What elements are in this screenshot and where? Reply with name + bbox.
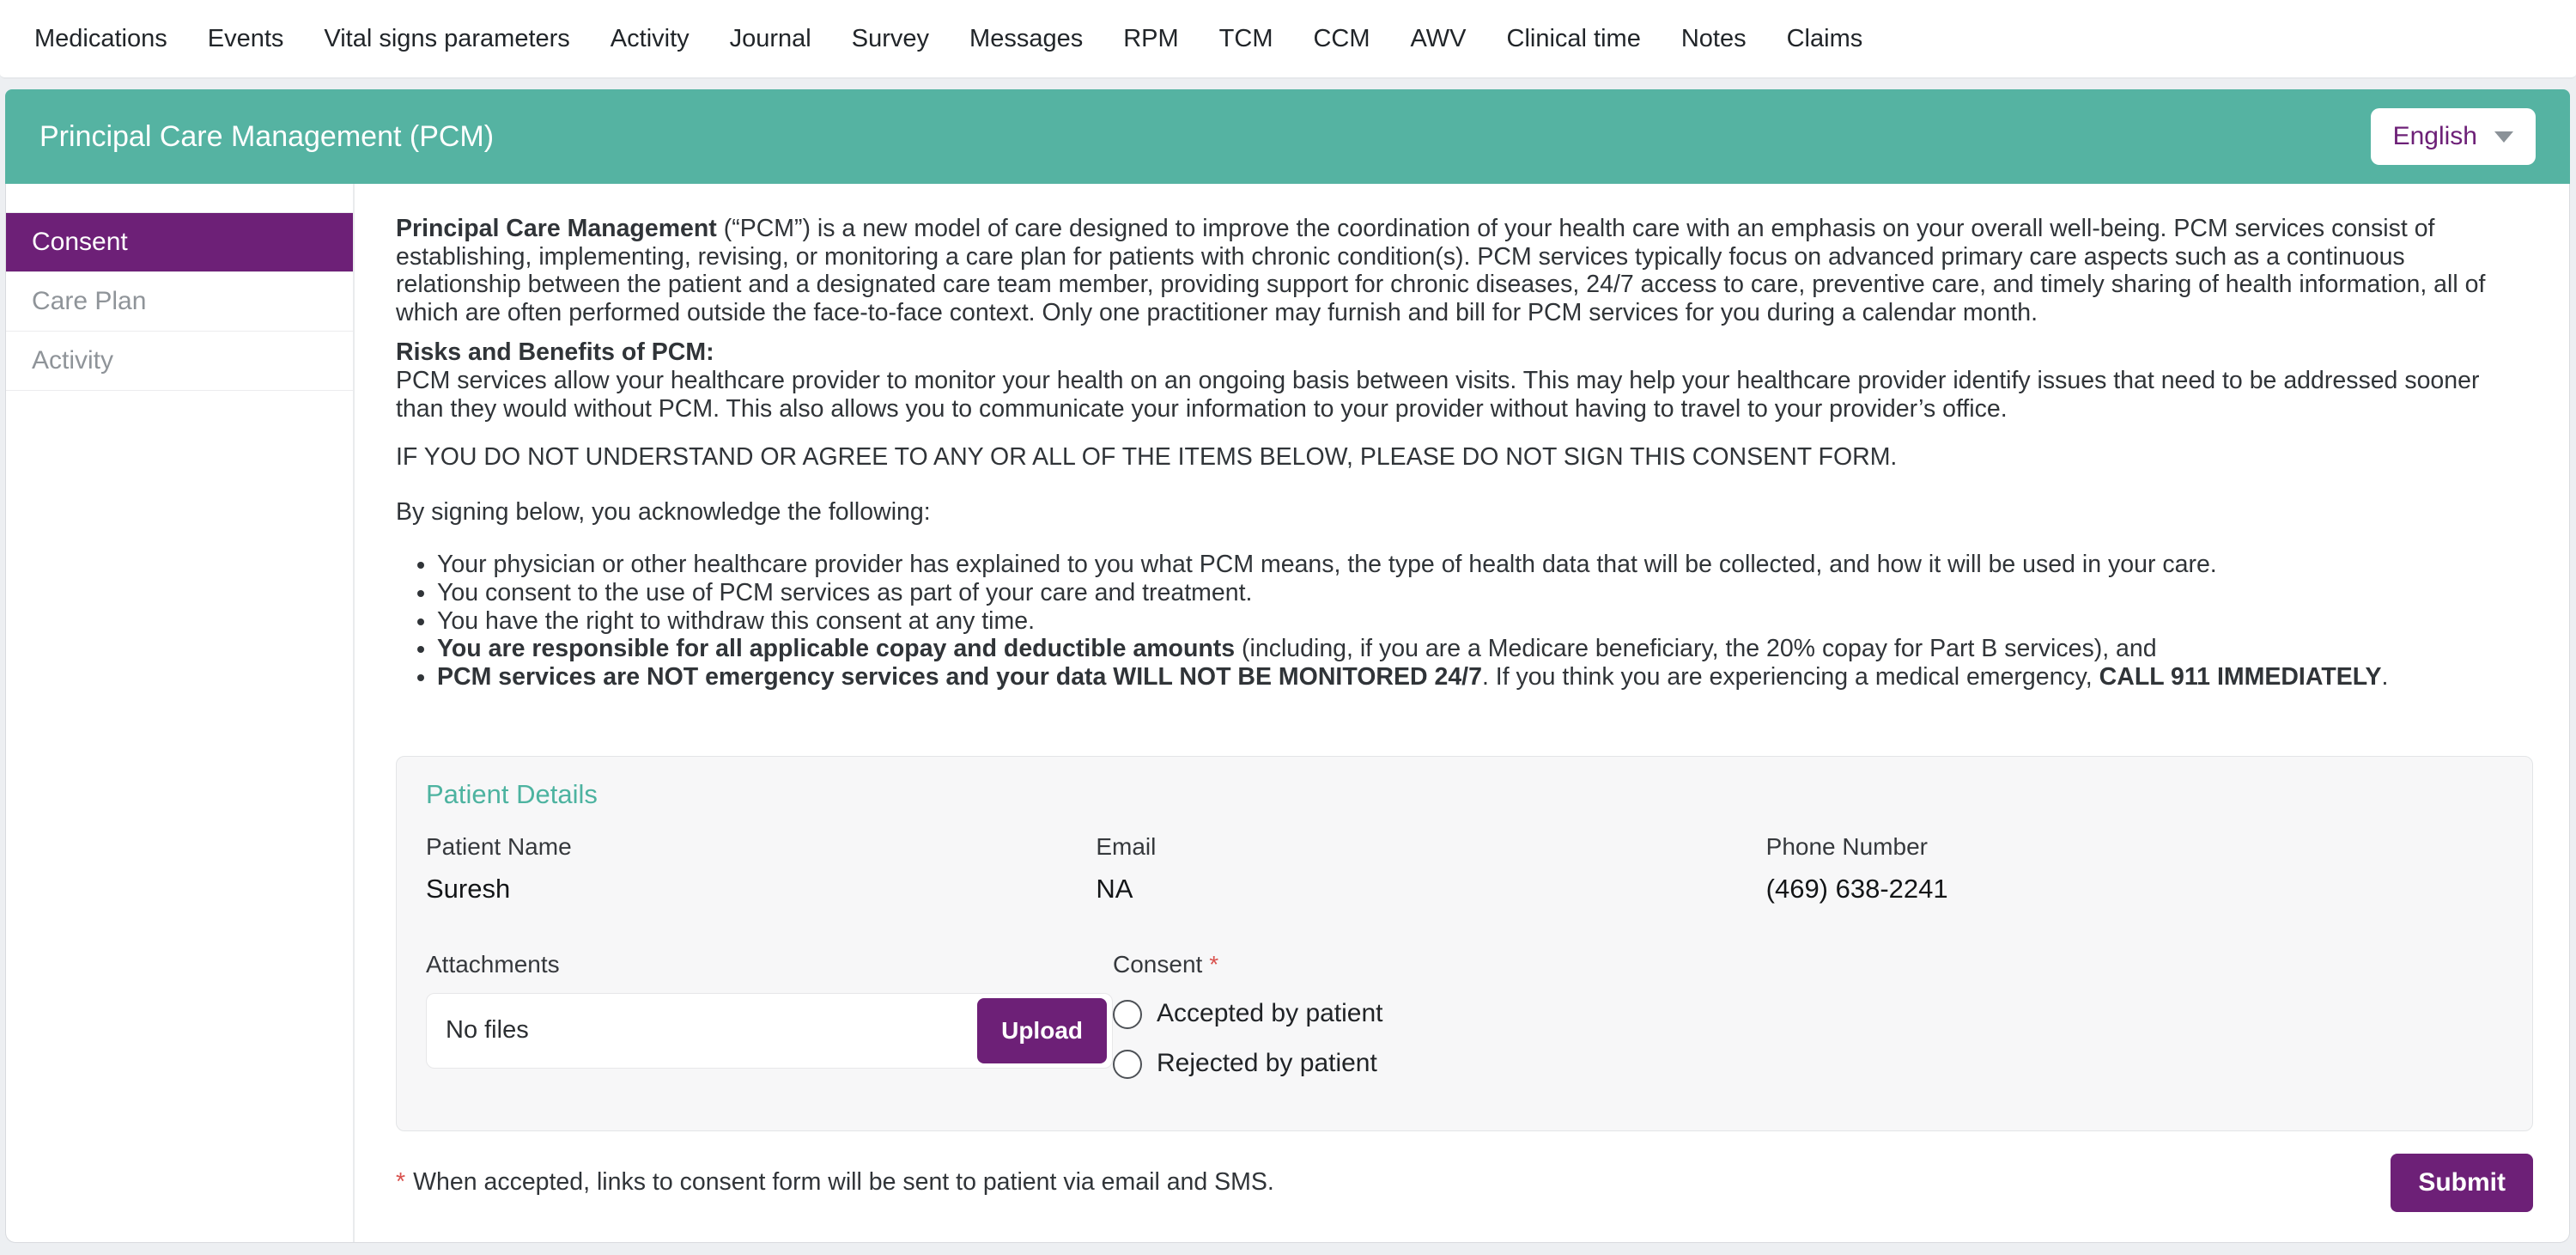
radio-rejected-by-patient[interactable] [1113, 1050, 1775, 1079]
email-field [1096, 833, 1765, 903]
nav-item-claims[interactable]: Claims [1786, 24, 1863, 52]
consent-content [355, 184, 2569, 1242]
nav-item-survey[interactable]: Survey [851, 24, 930, 52]
pcm-card [5, 89, 2570, 1243]
radio-button-icon[interactable] [1113, 1050, 1142, 1079]
sidebar-item-care-plan[interactable]: Care Plan [6, 272, 353, 332]
submit-button[interactable]: Submit [2391, 1154, 2533, 1212]
warning-line: IF YOU DO NOT UNDERSTAND OR AGREE TO ANY OR ALL OF THE ITEMS BELOW, PLEASE DO NOT SIGN THIS CONSENT FORM. [396, 443, 1898, 472]
nav-item-clinical-time[interactable]: Clinical time [1506, 24, 1641, 52]
bullet-bold: CALL 911 IMMEDIATELY [2099, 662, 2382, 691]
radio-accepted-by-patient[interactable] [1113, 1000, 1775, 1029]
pcm-sidebar [6, 184, 355, 1242]
bullet-text: Your physician or other healthcare provider has explained to you what PCM means, the type of health data that will be collected, and how it will be used in your care. [437, 551, 2217, 579]
list-item [437, 551, 2533, 579]
email-value: NA [1096, 873, 1133, 904]
bullet-bold: PCM services are NOT emergency services and your data WILL NOT BE MONITORED 24/7 [437, 662, 1482, 691]
consent-field [1113, 951, 1775, 1079]
nav-item-rpm[interactable]: RPM [1123, 24, 1179, 52]
sidebar-item-activity[interactable]: Activity [6, 332, 353, 391]
chevron-down-icon [2494, 131, 2513, 143]
sidebar-item-consent[interactable]: Consent [6, 213, 353, 272]
phone-number-value: (469) 638-2241 [1765, 873, 1948, 904]
language-selector-value: English [2392, 122, 2477, 150]
nav-item-activity[interactable]: Activity [610, 24, 690, 52]
page-title: Principal Care Management (PCM) [39, 119, 495, 153]
required-asterisk: * [396, 1168, 406, 1197]
nav-item-notes[interactable]: Notes [1680, 24, 1747, 52]
acknowledge-intro: By signing below, you acknowledge the following: [396, 497, 931, 526]
bullet-text: . If you think you are experiencing a medical emergency, [1481, 662, 2099, 691]
consent-note [396, 1168, 1274, 1197]
nav-item-awv[interactable]: AWV [1410, 24, 1467, 52]
patient-details-heading: Patient Details [426, 779, 598, 810]
phone-number-label: Phone Number [1765, 832, 1928, 860]
footer-row [396, 1154, 2533, 1212]
attachments-filebox[interactable] [426, 993, 1113, 1069]
list-item [437, 607, 2533, 636]
email-label: Email [1096, 832, 1157, 860]
top-navigation [0, 0, 2576, 79]
nav-item-messages[interactable]: Messages [969, 24, 1084, 52]
list-item [437, 663, 2533, 691]
acknowledgement-list [396, 551, 2533, 691]
consent-note-text: When accepted, links to consent form will be sent to patient via email and SMS. [413, 1168, 1274, 1197]
nav-item-ccm[interactable]: CCM [1313, 24, 1370, 52]
nav-item-journal[interactable]: Journal [729, 24, 811, 52]
patient-name-label: Patient Name [426, 832, 572, 860]
consent-label [1113, 951, 1775, 979]
attachments-label: Attachments [426, 951, 560, 978]
list-item [437, 579, 2533, 607]
nav-item-events[interactable]: Events [207, 24, 284, 52]
required-asterisk: * [1209, 951, 1219, 978]
nav-item-vital-signs-parameters[interactable]: Vital signs parameters [324, 24, 570, 52]
intro-rest: (“PCM”) is a new model of care designed to improve the coordination of your health care with an emphasis on your overall well-being. PCM services consist of establishing, implementing, revising, or monitoring a care plan for patients with chronic condition(s). PCM services typically focus on advanced primary care aspects such as a continuous relationship between the patient and a designated care team member, providing support for chronic diseases, 24/7 access to care, preventive care, and timely sharing of health information, all of which are often performed outside the face-to-face context. Only one practitioner may furnish and bill for PCM services for you during a calendar month. [396, 215, 2486, 326]
risks-body: PCM services allow your healthcare provider to monitor your health on an ongoing basis between visits. This may help your healthcare provider identify issues that need to be addressed sooner than they would without PCM. This also allows you to communicate your information to your provider without having to travel to your provider’s office. [396, 366, 2480, 423]
radio-accepted-label: Accepted by patient [1157, 999, 1383, 1028]
phone-number-field [1766, 833, 2503, 903]
risks-section [396, 338, 2533, 423]
pcm-header [5, 89, 2570, 184]
language-selector-button[interactable] [2371, 108, 2536, 165]
bullet-text: (including, if you are a Medicare beneficiary, the 20% copay for Part B services), and [1235, 635, 2157, 663]
patient-name-field [426, 833, 1096, 903]
bullet-text: . [2381, 662, 2389, 691]
nav-item-medications[interactable]: Medications [34, 24, 167, 52]
intro-paragraph [396, 215, 2533, 326]
consent-label-text: Consent [1113, 951, 1203, 978]
radio-button-icon[interactable] [1113, 1000, 1142, 1029]
attachments-field [426, 951, 1113, 1079]
intro-lead: Principal Care Management [396, 215, 717, 242]
patient-name-value: Suresh [426, 873, 511, 904]
attachments-value: No files [446, 1016, 529, 1045]
bullet-bold: You are responsible for all applicable copay and deductible amounts [437, 635, 1236, 663]
upload-button[interactable]: Upload [977, 998, 1107, 1063]
radio-rejected-label: Rejected by patient [1157, 1049, 1377, 1078]
bullet-text: You have the right to withdraw this consent at any time. [437, 606, 1036, 635]
list-item [437, 635, 2533, 663]
patient-details-panel [396, 756, 2533, 1130]
nav-item-tcm[interactable]: TCM [1218, 24, 1273, 52]
bullet-text: You consent to the use of PCM services as part of your care and treatment. [437, 578, 1253, 606]
risks-heading: Risks and Benefits of PCM: [396, 338, 714, 367]
